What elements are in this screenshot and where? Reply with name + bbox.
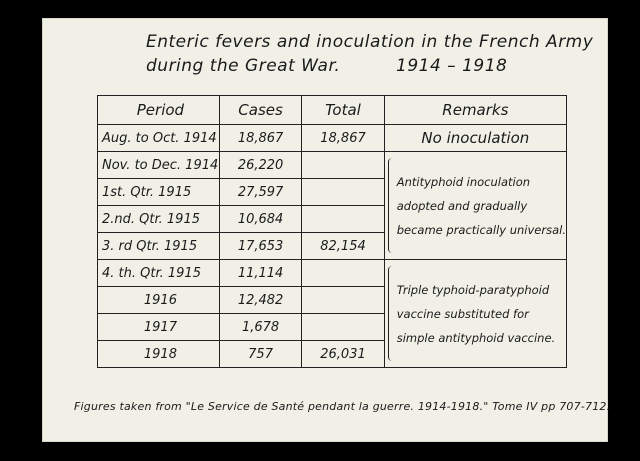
total-cell: 82,154 [302, 233, 384, 260]
cases-cell: 11,114 [219, 260, 301, 287]
title-line-1: Enteric fevers and inoculation in the French Army [146, 32, 594, 52]
period-cell: 1918 [98, 341, 220, 368]
total-cell [302, 287, 384, 314]
total-cell: 26,031 [302, 341, 384, 368]
header-period: Period [98, 96, 220, 125]
cases-cell: 12,482 [219, 287, 301, 314]
period-cell: 2.nd. Qtr. 1915 [98, 206, 220, 233]
remark-line: simple antityphoid vaccine. [396, 330, 556, 345]
period-cell: 1917 [98, 314, 220, 341]
cases-cell: 757 [219, 341, 301, 368]
cases-cell: 17,653 [219, 233, 301, 260]
header-total: Total [302, 96, 384, 125]
total-cell [302, 260, 384, 287]
period-cell: Aug. to Oct. 1914 [98, 125, 220, 152]
remark-line: vaccine substituted for [396, 306, 529, 321]
remark-no-inoculation: No inoculation [384, 125, 566, 152]
cases-cell: 27,597 [219, 179, 301, 206]
header-cases: Cases [219, 96, 301, 125]
remark-triple-vaccine [384, 260, 566, 368]
header-remarks: Remarks [384, 96, 566, 125]
period-cell: 3. rd Qtr. 1915 [98, 233, 220, 260]
remark-line: Antityphoid inoculation [396, 174, 531, 189]
brace-mark [388, 266, 394, 361]
table-row [98, 125, 567, 152]
cases-cell: 1,678 [219, 314, 301, 341]
source-footnote: Figures taken from "Le Service de Santé pendant la guerre. 1914-1918." Tome IV pp 707-712. [74, 400, 611, 413]
title-years: 1914 – 1918 [396, 56, 508, 76]
document-card [42, 18, 611, 442]
period-cell: 1st. Qtr. 1915 [98, 179, 220, 206]
total-cell [302, 179, 384, 206]
title-subtitle: during the Great War. [146, 56, 341, 76]
period-cell: 4. th. Qtr. 1915 [98, 260, 220, 287]
remark-line: adopted and gradually [396, 198, 528, 213]
total-cell [302, 206, 384, 233]
remark-line: Triple typhoid-paratyphoid [396, 282, 550, 297]
period-cell: Nov. to Dec. 1914 [98, 152, 220, 179]
period-cell: 1916 [98, 287, 220, 314]
total-cell: 18,867 [302, 125, 384, 152]
cases-cell: 10,684 [219, 206, 301, 233]
total-cell [302, 152, 384, 179]
table-row [98, 152, 567, 179]
brace-mark [388, 158, 394, 253]
cases-cell: 18,867 [219, 125, 301, 152]
cases-cell: 26,220 [219, 152, 301, 179]
table-row [98, 260, 567, 287]
remark-line: became practically universal. [396, 222, 566, 237]
header-row [98, 96, 567, 125]
title-line-2 [146, 56, 640, 76]
data-table [97, 95, 567, 368]
total-cell [302, 314, 384, 341]
remark-antityphoid [384, 152, 566, 260]
